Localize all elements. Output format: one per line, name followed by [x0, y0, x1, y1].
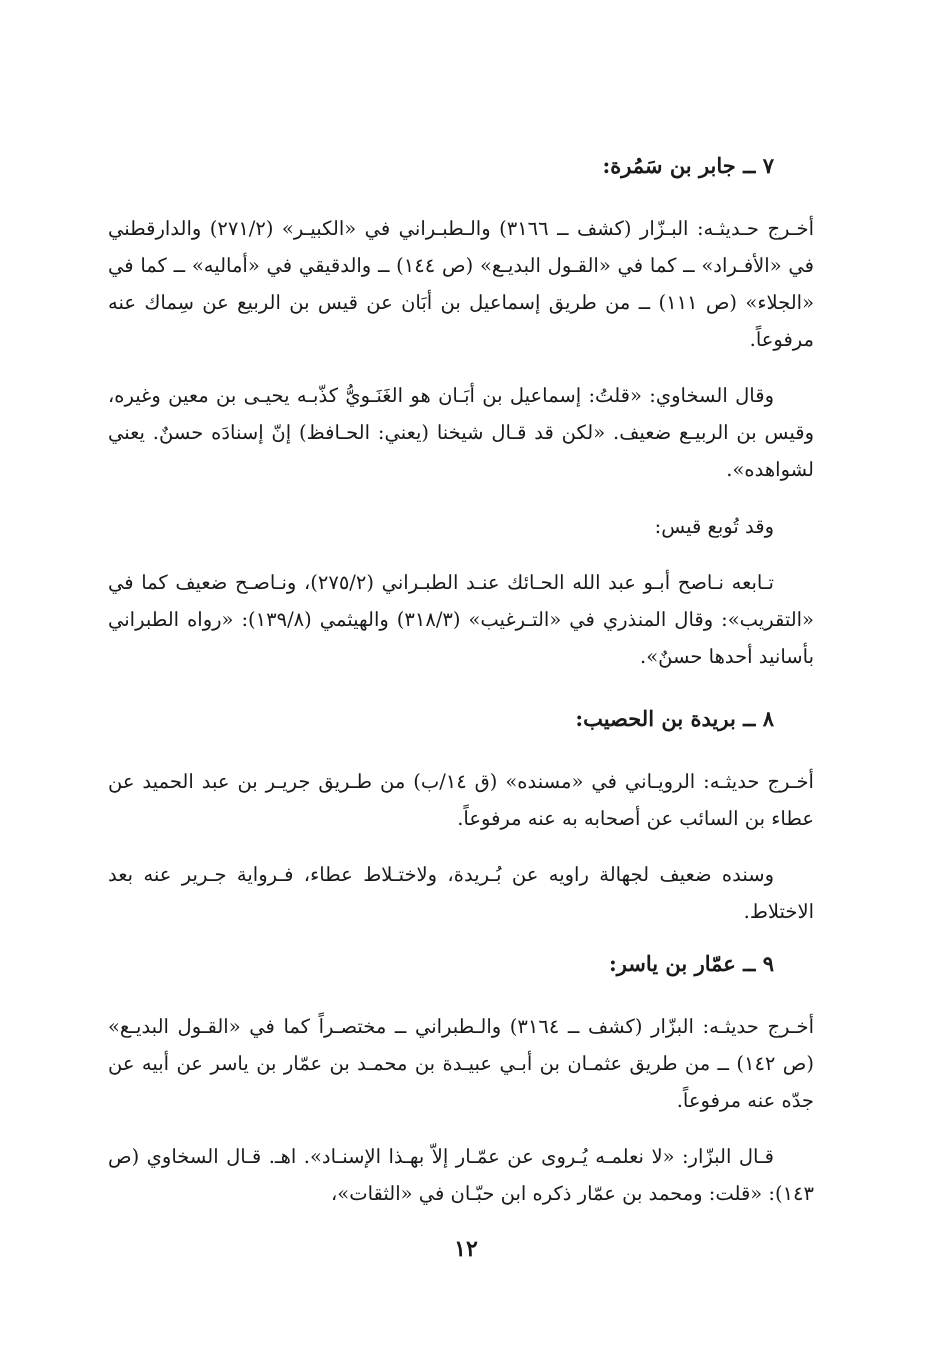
section-ammar	[108, 940, 814, 1212]
paragraph: أخـرج حديثـه: الرويـاني في «مسنده» (ق ١٤/ب) من طـريق جريـر بن عبد الحميد عن عطاء بن السائب عن أصحابه به عنه مرفوعاً.	[108, 769, 814, 830]
section-heading: ٩ ــ عمّار بن ياسر:	[608, 951, 774, 976]
spacer	[108, 685, 814, 695]
section-heading: ٧ ــ جابر بن سَمُرة:	[602, 153, 774, 178]
section-heading: ٨ ــ بريدة بن الحصيب:	[575, 706, 774, 731]
paragraph: وسنده ضعيف لجهالة راويه عن بُـريدة، ولاختـلاط عطاء، فـرواية جـرير عنه بعد الاختلاط.	[108, 863, 814, 923]
paragraph: تـابعه نـاصح أبـو عبد الله الحـائك عنـد الطبـراني (٢٧٥/٢)، ونـاصـح ضعيف كما في «التقريب»: وقال المنذري في «التـرغيب» (٣١٨/٣) والهيثمي (١٣٩/٨): «رواه الطبراني بأسانيد أحدها حسنٌ».	[108, 571, 814, 668]
section-jabir	[108, 142, 814, 675]
paragraph: وقد تُوبع قيس:	[654, 514, 774, 538]
paragraph: أخـرج حـديثـه: البـزّار (كشف ــ ٣١٦٦) والـطبـراني في «الكبيـر» (٢٧١/٢) والدارقطني في «الأفـراد» ــ كما في «القـول البديـع» (ص ١٤٤) ــ والدقيقي في «أماليه» ــ كما في «الجلاء» (ص ١١١) ــ من طريق إسماعيل بن أبَان عن قيس بن الربيع عن سِماك عنه مرفوعاً.	[108, 216, 814, 351]
section-buraida	[108, 695, 814, 930]
paragraph: وقال السخاوي: «قلتُ: إسماعيل بن أبَـان هو الغَنَـويُّ كذّبـه يحيـى بن معين وغيره، وقيس بن الربيـع ضعيف. «لكن قد قـال شيخنا (يعني: الحـافظ) إنّ إسنادَه حسنٌ. يعني لشواهده».	[108, 384, 814, 481]
paragraph: قـال البزّار: «لا نعلمـه يُـروى عن عمّـار إلاّ بهـذا الإسنـاد». اهـ. قـال السخاوي (ص ١٤٣): «قلت: ومحمد بن عمّار ذكره ابن حبّـان في «الثقات»،	[108, 1145, 814, 1205]
paragraph: أخـرج حديثـه: البزّار (كشف ــ ٣١٦٤) والـطبراني ــ مختصـراً كما في «القـول البديـع» (ص ١٤٢) ــ من طريق عثمـان بن أبـي عبيـدة بن محمـد بن عمّار بن ياسر عن أبيه عن جدّه عنه مرفوعاً.	[108, 1014, 814, 1112]
page-number: ١٢	[454, 1236, 478, 1262]
